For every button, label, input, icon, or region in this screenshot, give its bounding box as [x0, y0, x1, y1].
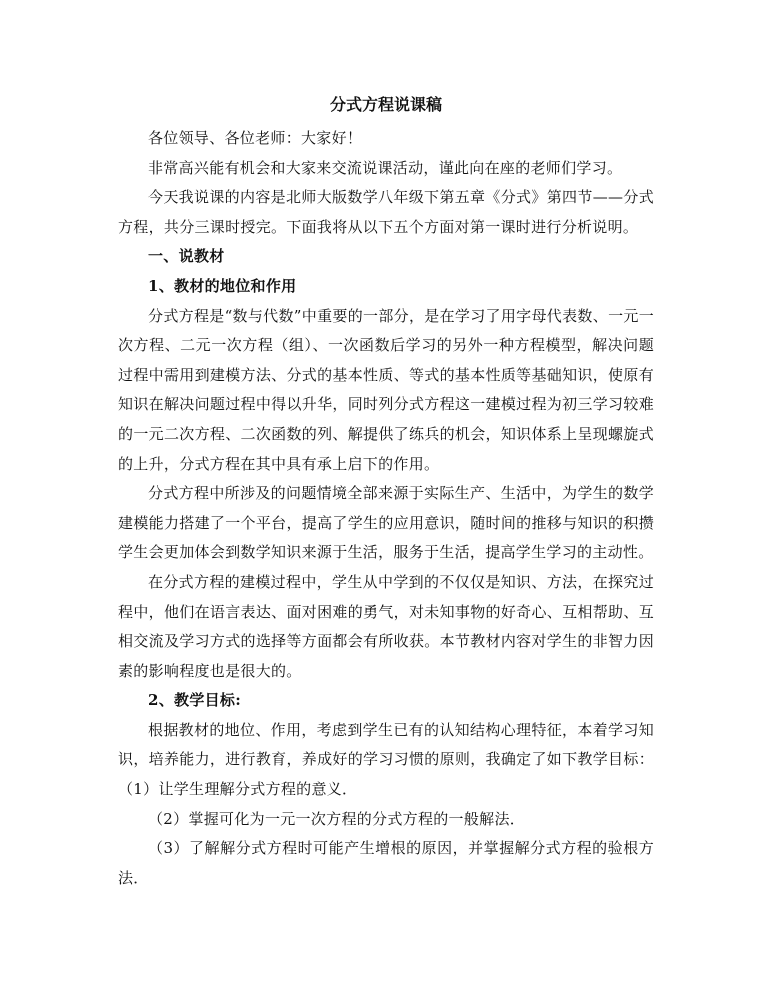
subheading-position-role: 1、教材的地位和作用: [148, 276, 297, 295]
body-paragraph-context: 分式方程中所涉及的问题情境全部来源于实际生产、生活中，为学生的数学建模能力搭建了一个平台，提高了学生的应用意识，随时间的推移与知识的积攒学生会更加体会到数学知识来源于生活，服务于生活，提高学生学习的主动性。: [118, 484, 654, 562]
greeting-paragraph: 各位领导、各位老师：大家好！: [148, 129, 363, 147]
topic-paragraph: 今天我说课的内容是北师大版数学八年级下第五章《分式》第四节——分式方程，共分三课时授完。下面我将从以下五个方面对第一课时进行分析说明。: [118, 188, 654, 236]
body-paragraph-role: 分式方程是“数与代数”中重要的一部分，是在学习了用字母代表数、一元一次方程、二元一次方程（组）、一次函数后学习的另外一种方程模型，解决问题过程中需用到建模方法、分式的基本性质、等式的基本性质等基础知识，使原有知识在解决问题过程中得以升华，同时列分式方程这一建模过程为初三学习较难的一元二次方程、二次函数的列、解提供了练兵的机会，知识体系上呈现螺旋式的上升，分式方程在其中具有承上启下的作用。: [118, 306, 654, 473]
goal-item-2: （2）掌握可化为一元一次方程的分式方程的一般解法．: [148, 809, 526, 828]
document-page: [118, 92, 654, 893]
subheading-teaching-goals: 2、教学目标:: [148, 691, 242, 710]
body-paragraph-modeling: 在分式方程的建模过程中，学生从中学到的不仅仅是知识、方法，在探究过程中，他们在语言表达、面对困难的勇气，对未知事物的好奇心、互相帮助、互相交流及学习方式的选择等方面都会有所收获。本节教材内容对学生的非智力因素的影响程度也是很大的。: [118, 572, 654, 680]
document-title: 分式方程说课稿: [329, 95, 442, 114]
intro-paragraph: 非常高兴能有机会和大家来交流说课活动，谨此向在座的老师们学习。: [148, 158, 623, 177]
body-paragraph-goals: 根据教材的地位、作用，考虑到学生已有的认知结构心理特征，本着学习知识，培养能力，进行教育，养成好的学习习惯的原则，我确定了如下教学目标：（1）让学生理解分式方程的意义．: [118, 720, 654, 799]
section-heading-textbook: 一、说教材: [148, 247, 225, 266]
goal-item-3: （3）了解解分式方程时可能产生增根的原因，并掌握解分式方程的验根方法．: [118, 839, 654, 887]
